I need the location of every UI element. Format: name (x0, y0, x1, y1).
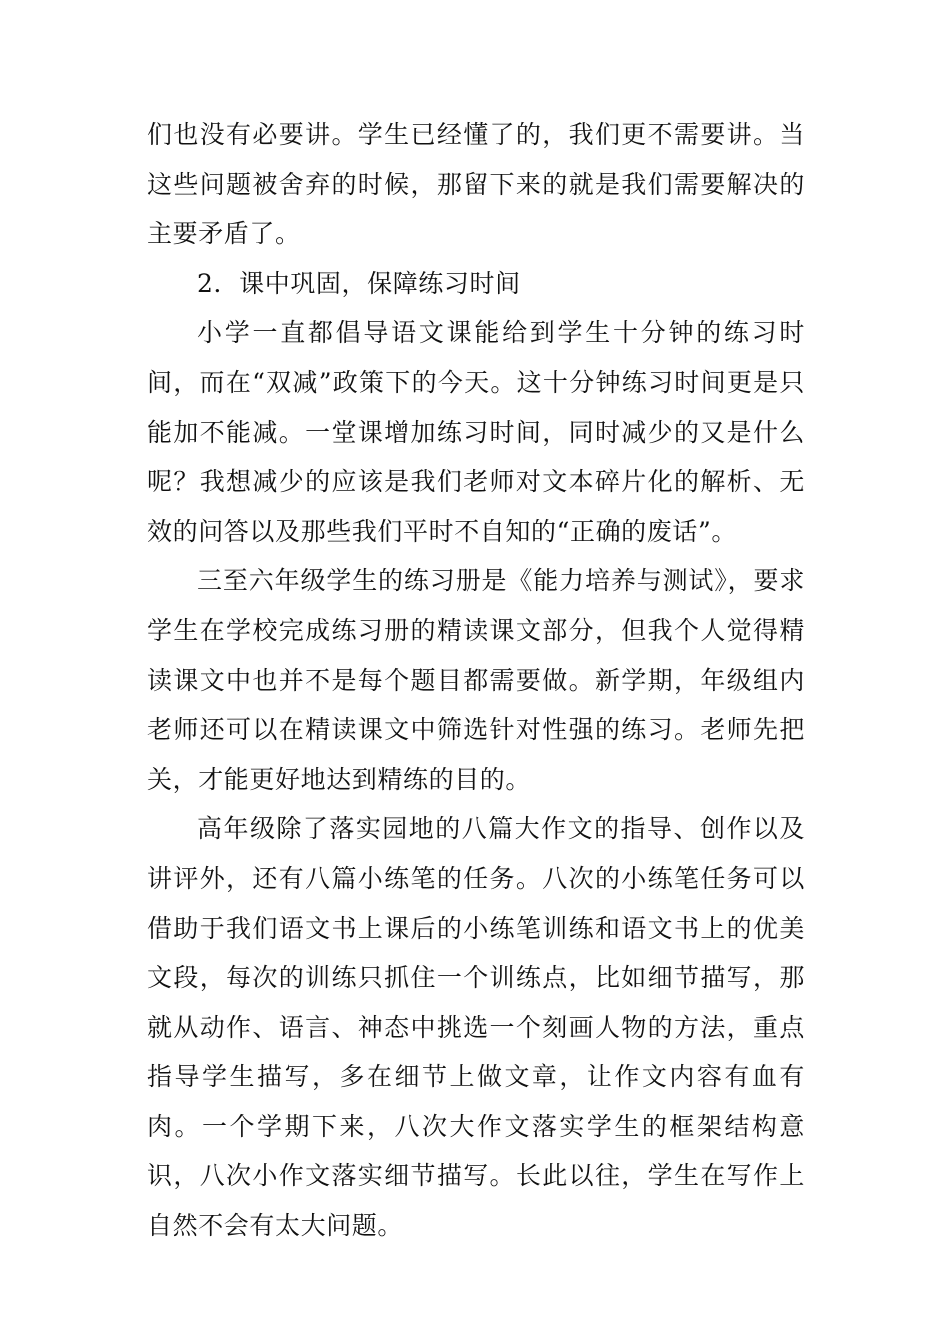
paragraph-workbook: 三至六年级学生的练习册是《能力培养与测试》，要求学生在学校完成练习册的精读课文部分，但我个人觉得精读课文中也并不是每个题目都需要做。新学期，年级组内老师还可以在精读课文中筛选针对性强的练习。老师先把关，才能更好地达到精练的目的。 (147, 566, 805, 794)
paragraph-practice-time: 小学一直都倡导语文课能给到学生十分钟的练习时间，而在“双减”政策下的今天。这十分钟练习时间更是只能加不能减。一堂课增加练习时间，同时减少的又是什么呢？我想减少的应该是我们老师对文本碎片化的解析、无效的问答以及那些我们平时不自知的“正确的废话”。 (147, 318, 805, 546)
paragraph-continuation: 们也没有必要讲。学生已经懂了的，我们更不需要讲。当这些问题被舍弃的时候，那留下来的就是我们需要解决的主要矛盾了。 (147, 120, 805, 249)
document-page (147, 110, 805, 1251)
section-heading: 2．课中巩固，保障练习时间 (197, 268, 521, 298)
paragraph-writing: 高年级除了落实园地的八篇大作文的指导、创作以及讲评外，还有八篇小练笔的任务。八次的小练笔任务可以借助于我们语文书上课后的小练笔训练和语文书上的优美文段，每次的训练只抓住一个训练点，比如细节描写，那就从动作、语言、神态中挑选一个刻画人物的方法，重点指导学生描写，多在细节上做文章，让作文内容有血有肉。一个学期下来，八次大作文落实学生的框架结构意识，八次小作文落实细节描写。长此以往，学生在写作上自然不会有太大问题。 (147, 814, 805, 1241)
